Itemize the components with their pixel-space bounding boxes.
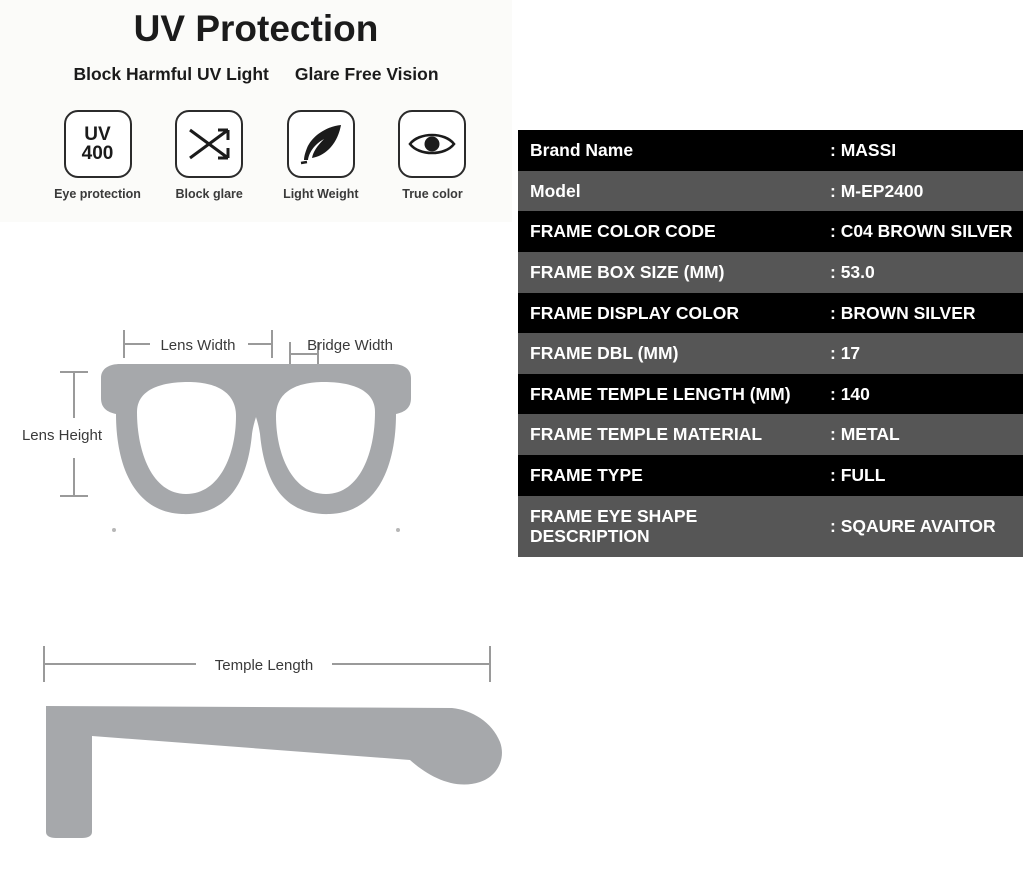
spec-key: FRAME TEMPLE LENGTH (MM) [530, 383, 791, 404]
lens-width-label: Lens Width [160, 337, 236, 354]
uv-protection-subtitles [0, 64, 512, 85]
bridge-width-label: Bridge Width [307, 337, 393, 354]
feature-caption: Light Weight [283, 187, 359, 201]
spec-key: FRAME EYE SHAPE DESCRIPTION [530, 505, 698, 547]
lens-height-label: Lens Height [21, 427, 103, 444]
table-row [518, 252, 1023, 293]
spec-key: FRAME COLOR CODE [530, 221, 716, 242]
table-row [518, 496, 1023, 557]
spec-value: : FULL [830, 465, 886, 486]
table-row [518, 455, 1023, 496]
specification-table-body [518, 130, 1023, 557]
feather-icon [287, 110, 355, 178]
feature-caption: Block glare [175, 187, 243, 201]
spec-key: Model [530, 180, 581, 201]
spec-key: Brand Name [530, 140, 634, 160]
feature-icon-row [50, 110, 480, 201]
spec-value: : SQAURE AVAITOR [830, 516, 996, 537]
table-row [518, 333, 1023, 374]
spec-value: : 53.0 [830, 261, 875, 282]
spec-key: FRAME TEMPLE MATERIAL [530, 424, 763, 445]
crossed-arrows-icon [175, 110, 243, 178]
table-row [518, 130, 1023, 171]
spec-key: FRAME DISPLAY COLOR [530, 302, 740, 323]
spec-key: FRAME DBL (MM) [530, 343, 679, 364]
table-row [518, 414, 1023, 455]
spec-value: : 140 [830, 383, 870, 404]
feature-true-color [385, 110, 480, 201]
table-row [518, 171, 1023, 212]
temple-length-label: Temple Length [214, 657, 314, 674]
table-row [518, 293, 1023, 334]
frame-front-diagram [0, 222, 512, 602]
feature-eye-protection [50, 110, 145, 201]
uv-subtitle-right: Glare Free Vision [294, 64, 439, 84]
uv400-icon [64, 110, 132, 178]
spec-key: FRAME TYPE [530, 465, 643, 486]
feature-block-glare [162, 110, 257, 201]
spec-value: : C04 BROWN SILVER [830, 221, 1013, 242]
spec-key: FRAME BOX SIZE (MM) [530, 261, 725, 282]
spec-value: : 17 [830, 343, 861, 364]
temple-length-diagram [0, 610, 512, 886]
table-row [518, 211, 1023, 252]
eye-icon [398, 110, 466, 178]
spec-value: : M-EP2400 [830, 180, 924, 201]
specification-table [518, 130, 1023, 557]
table-row [518, 374, 1023, 415]
spec-value: : METAL [830, 424, 900, 445]
feature-caption: Eye protection [54, 187, 141, 201]
feature-caption: True color [402, 187, 463, 201]
spec-value: : BROWN SILVER [830, 302, 976, 323]
uv-protection-title: UV Protection [133, 8, 379, 49]
feature-light-weight [273, 110, 368, 201]
spec-value: : MASSI [830, 140, 897, 160]
uv-protection-block [0, 0, 512, 222]
uv-subtitle-left: Block Harmful UV Light [73, 64, 269, 84]
uv400-icon-bottom-label: 400 [81, 143, 114, 164]
uv400-icon-top-label: UV [84, 123, 111, 145]
